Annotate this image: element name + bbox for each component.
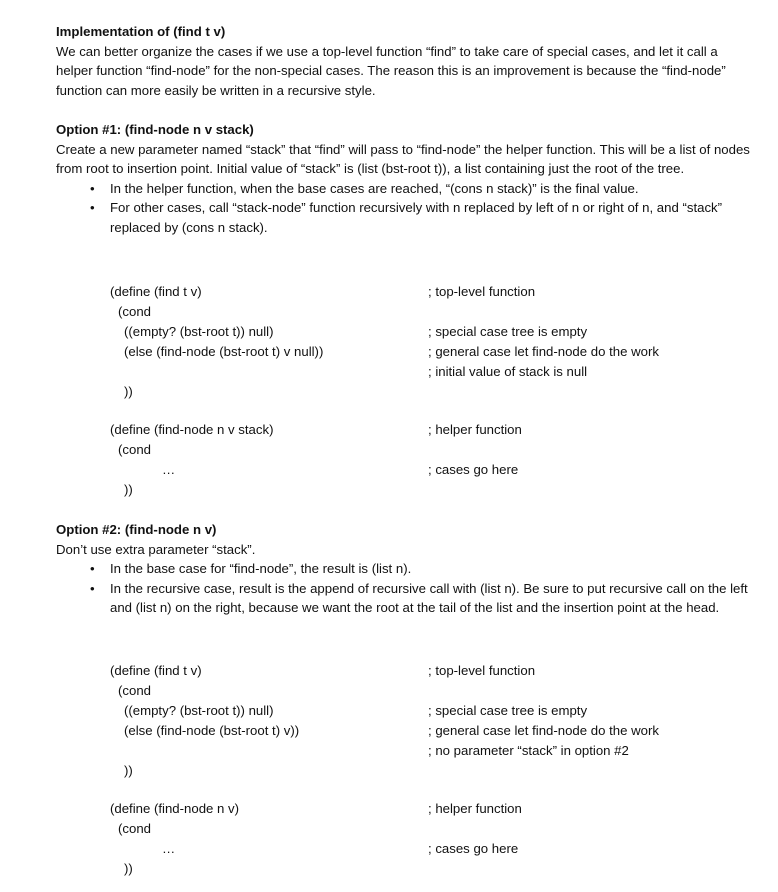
code-line: (cond [118, 683, 151, 698]
code-comment: ; special case tree is empty [428, 703, 588, 718]
code-line: (cond [118, 304, 151, 319]
code-comment: ; special case tree is empty [428, 324, 588, 339]
code-line: ((empty? (bst-root t)) null) [124, 324, 274, 339]
code-comment: ; top-level function [428, 663, 536, 678]
code-comment: ; no parameter “stack” in option #2 [428, 743, 629, 758]
code-line: (cond [118, 442, 151, 457]
list-item: • For other cases, call “stack-node” function recursively with n replaced by left of n or right of n, and “stack” replaced by (cons n stack). [90, 200, 723, 235]
intro-paragraph: We can better organize the cases if we use a top-level function “find” to take care of special cases, and let it call a helper function “find-node” for the non-special cases. The reason this is an improvement is because the “find-node” function can more easily be written in a recursive style. [56, 43, 726, 98]
code-line: )) [124, 482, 133, 497]
code-line: … [162, 841, 176, 856]
code-comment: ; top-level function [428, 284, 536, 299]
code-line: ((empty? (bst-root t)) null) [124, 703, 274, 718]
bullet-icon: • [90, 561, 95, 576]
option2-heading: Option #2: (find-node n v) [56, 522, 217, 537]
list-item: • In the base case for “find-node”, the result is (list n). [56, 559, 756, 579]
option1-bullet-list [56, 179, 756, 238]
code-line: (define (find-node n v stack) [110, 422, 274, 437]
intro-heading: Implementation of (find t v) [56, 24, 226, 39]
code-comment: ; cases go here [428, 462, 519, 477]
code-line: (else (find-node (bst-root t) v)) [124, 723, 300, 738]
option2-paragraph: Don’t use extra parameter “stack”. [56, 541, 256, 557]
code-line: )) [124, 763, 133, 778]
code-comment: ; helper function [428, 801, 522, 816]
bullet-icon: • [90, 200, 95, 215]
bullet-icon: • [90, 580, 95, 596]
code-line: (define (find t v) [110, 284, 202, 299]
code-line: (else (find-node (bst-root t) v null)) [124, 344, 324, 359]
bullet-icon: • [90, 180, 95, 196]
code-comment: ; helper function [428, 422, 522, 437]
option2-bullet-list [56, 559, 756, 618]
code-comment: ; initial value of stack is null [428, 364, 588, 379]
code-line: (cond [118, 821, 151, 836]
code-line: (define (find t v) [110, 663, 202, 678]
option1-heading: Option #1: (find-node n v stack) [56, 122, 254, 137]
list-item: • In the helper function, when the base cases are reached, “(cons n stack)” is the final value. [56, 179, 756, 199]
option1-section [56, 120, 756, 237]
option2-section [56, 520, 756, 618]
code-line: )) [124, 861, 133, 876]
code-line: … [162, 462, 176, 477]
code-line: (define (find-node n v) [110, 801, 240, 816]
code-comment: ; general case let find-node do the work [428, 723, 659, 738]
code-comment: ; cases go here [428, 841, 519, 856]
intro-section [56, 22, 756, 100]
code-line: )) [124, 384, 133, 399]
code-comment: ; general case let find-node do the work [428, 344, 659, 359]
option1-paragraph: Create a new parameter named “stack” that “find” will pass to “find-node” the helper function. This will be a list of nodes from root to insertion point. Initial value of “stack” is (list (bst-root t)), a list containing just the root of the tree. [56, 141, 750, 176]
list-item: • In the recursive case, result is the append of recursive call with (list n). Be sure to put recursive call on the left and (list n) on the right, because we want the root at the tail of the list and the insertion point at the head. [90, 580, 748, 615]
